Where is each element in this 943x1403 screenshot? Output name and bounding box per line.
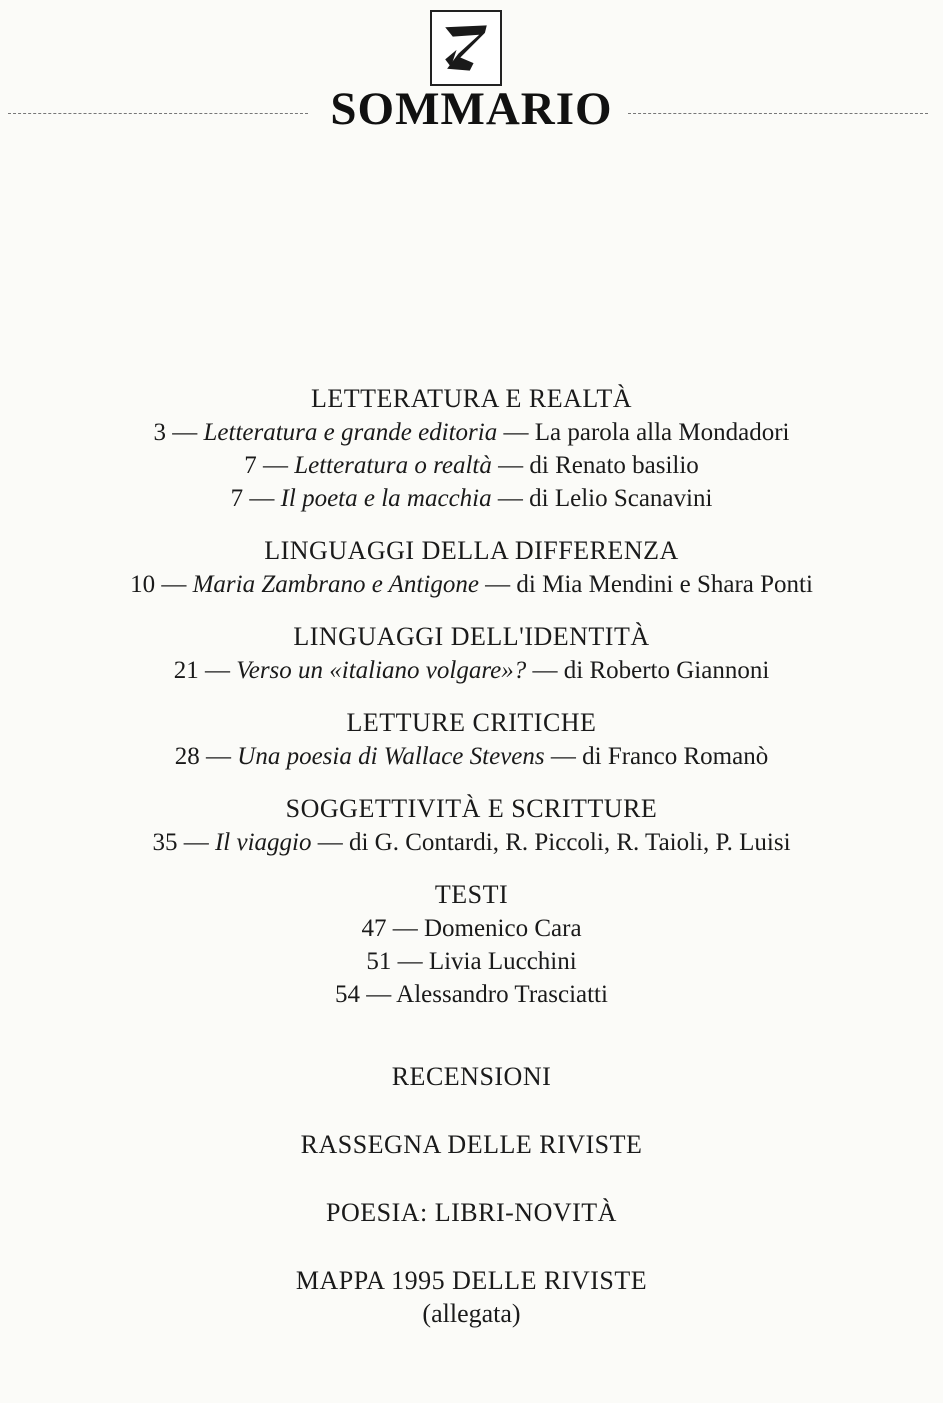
separator: — <box>503 419 529 446</box>
dash: — <box>392 915 418 942</box>
toc-section <box>0 620 943 687</box>
page-number: 3 <box>153 419 166 446</box>
author: di Mia Mendini e Shara Ponti <box>516 571 813 598</box>
work-title: Verso un «italiano volgare»? <box>236 657 527 684</box>
separator: — <box>317 829 343 856</box>
work-title: Letteratura o realtà <box>294 452 492 479</box>
dash: — <box>204 657 230 684</box>
toc-section <box>0 792 943 859</box>
dash: — <box>172 419 198 446</box>
author: Domenico Cara <box>423 915 582 942</box>
separator: — <box>498 452 524 479</box>
toc-entry <box>0 945 943 978</box>
separator: — <box>532 657 558 684</box>
author: Livia Lucchini <box>428 948 577 975</box>
toc-entry <box>0 416 943 449</box>
toc-entry <box>0 912 943 945</box>
z-arrow-logo-icon <box>432 12 500 84</box>
page-number: 7 <box>244 452 257 479</box>
toc-entry <box>0 568 943 601</box>
section-heading: LINGUAGGI DELL'IDENTITÀ <box>293 622 650 651</box>
page-number: 51 <box>366 948 392 975</box>
dash: — <box>183 829 209 856</box>
page-number: 7 <box>230 485 244 512</box>
author: di Renato basilio <box>529 452 699 479</box>
author: di Lelio Scanavini <box>529 485 713 512</box>
dash: — <box>366 981 392 1008</box>
work-title: Letteratura e grande editoria <box>203 419 498 446</box>
page-title: SOMMARIO <box>330 83 613 135</box>
toc-entry <box>0 740 943 773</box>
page-number: 21 <box>173 657 199 684</box>
toc-section <box>0 878 943 1011</box>
author: di Roberto Giannoni <box>563 657 770 684</box>
toc-section <box>0 534 943 601</box>
author: La parola alla Mondadori <box>534 419 790 446</box>
toc-entry <box>0 449 943 482</box>
work-title: Una poesia di Wallace Stevens <box>237 743 545 770</box>
section-heading-recensioni: RECENSIONI <box>391 1062 552 1091</box>
section-heading-mappa: MAPPA 1995 DELLE RIVISTE <box>295 1266 648 1295</box>
attachment-note: (allegata) <box>422 1299 521 1328</box>
toc-entry <box>0 978 943 1011</box>
work-title: Maria Zambrano e Antigone <box>192 571 479 598</box>
toc-entry <box>0 826 943 859</box>
section-heading: TESTI <box>434 880 509 909</box>
page-number: 10 <box>130 571 156 598</box>
dash: — <box>161 571 187 598</box>
page-number: 28 <box>174 743 200 770</box>
dash: — <box>249 485 275 512</box>
journal-logo <box>430 10 502 86</box>
separator: — <box>550 743 576 770</box>
section-heading-rassegna: RASSEGNA DELLE RIVISTE <box>300 1130 643 1159</box>
dash: — <box>262 452 288 479</box>
table-of-contents <box>0 382 943 1330</box>
section-heading: LETTERATURA E REALTÀ <box>310 384 633 413</box>
work-title: Il poeta e la macchia <box>280 485 492 512</box>
page-number: 54 <box>335 981 361 1008</box>
author: Alessandro Trasciatti <box>396 981 608 1008</box>
section-heading-poesia: POESIA: LIBRI-NOVITÀ <box>326 1198 617 1227</box>
section-heading: SOGGETTIVITÀ E SCRITTURE <box>285 794 658 823</box>
author: di G. Contardi, R. Piccoli, R. Taioli, P. Luisi <box>348 829 791 856</box>
toc-section <box>0 382 943 515</box>
toc-entry <box>0 482 943 515</box>
page-number: 35 <box>152 829 178 856</box>
author: di Franco Romanò <box>582 743 769 770</box>
page-number: 47 <box>361 915 387 942</box>
section-heading: LINGUAGGI DELLA DIFFERENZA <box>264 536 679 565</box>
toc-entry <box>0 654 943 687</box>
separator: — <box>497 485 523 512</box>
separator: — <box>485 571 511 598</box>
work-title: Il viaggio <box>214 829 312 856</box>
dash: — <box>206 743 232 770</box>
toc-section <box>0 706 943 773</box>
section-heading: LETTURE CRITICHE <box>346 708 597 737</box>
dash: — <box>397 948 423 975</box>
